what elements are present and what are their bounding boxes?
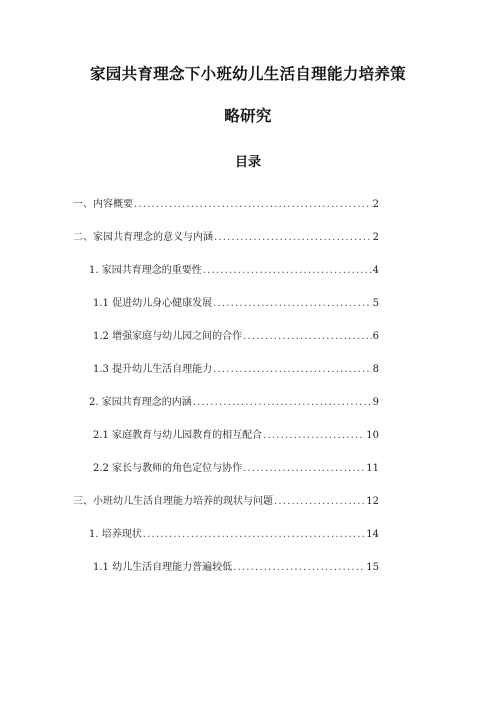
toc-leader-dots [243,331,372,342]
toc-entry-label: 1.3 提升幼儿生活自理能力 [93,364,213,375]
toc-leader-dots [134,199,372,210]
toc-entry-page: 5 [372,298,379,309]
toc-entry[interactable] [93,459,379,474]
toc-entry[interactable] [93,294,379,309]
toc-entry-label: 一、内容概要 [73,199,133,210]
toc-heading: 目录 [234,155,261,170]
toc-entry[interactable] [73,195,379,210]
toc-entry-label: 1.2 增强家庭与幼儿园之间的合作 [93,331,243,342]
toc-entry-label: 2.2 家长与教师的角色定位与协作 [93,463,243,474]
toc-entry-label: 1. 家园共育理念的重要性 [89,265,202,276]
toc-leader-dots [243,463,365,474]
toc-leader-dots [143,529,366,540]
toc-entry-label: 1. 培养现状 [89,529,142,540]
toc-entry-page: 4 [372,265,379,276]
toc-leader-dots [193,397,372,408]
document-title-line-2: 略研究 [224,107,272,125]
toc-entry-label: 1.1 促进幼儿身心健康发展 [93,298,213,309]
toc-entry-page: 2 [372,232,379,243]
toc-entry-label: 2. 家园共育理念的内涵 [89,397,192,408]
toc-entry[interactable] [93,327,379,342]
toc-leader-dots [213,298,372,309]
toc-entry[interactable] [73,492,379,507]
toc-entry-label: 2.1 家庭教育与幼儿园教育的相互配合 [93,430,263,441]
toc-leader-dots [274,496,365,507]
toc-entry[interactable] [93,360,379,375]
toc-entry[interactable] [73,228,379,243]
toc-entry-label: 二、家园共育理念的意义与内涵 [73,232,213,243]
document-title-line-1: 家园共育理念下小班幼儿生活自理能力培养策 [89,65,406,83]
toc-entry-page: 15 [366,562,379,573]
toc-entry-label: 三、小班幼儿生活自理能力培养的现状与问题 [73,496,273,507]
toc-leader-dots [263,430,365,441]
toc-entry-page: 11 [366,463,379,474]
toc-entry-page: 10 [366,430,379,441]
toc-leader-dots [233,562,365,573]
toc-entry[interactable] [93,426,379,441]
toc-entry-page: 12 [366,496,379,507]
toc-entry-page: 9 [372,397,379,408]
toc-entry-label: 1.1 幼儿生活自理能力普遍较低 [93,562,233,573]
toc-leader-dots [214,232,372,243]
toc-entry-page: 8 [372,364,379,375]
toc-entry-page: 14 [366,529,379,540]
toc-entry[interactable] [89,261,379,276]
toc-entry[interactable] [89,393,379,408]
toc-entry-page: 6 [372,331,379,342]
toc-leader-dots [203,265,372,276]
toc-entry[interactable] [93,558,379,573]
toc-entry[interactable] [89,525,379,540]
toc-entry-page: 2 [372,199,379,210]
toc-leader-dots [213,364,372,375]
